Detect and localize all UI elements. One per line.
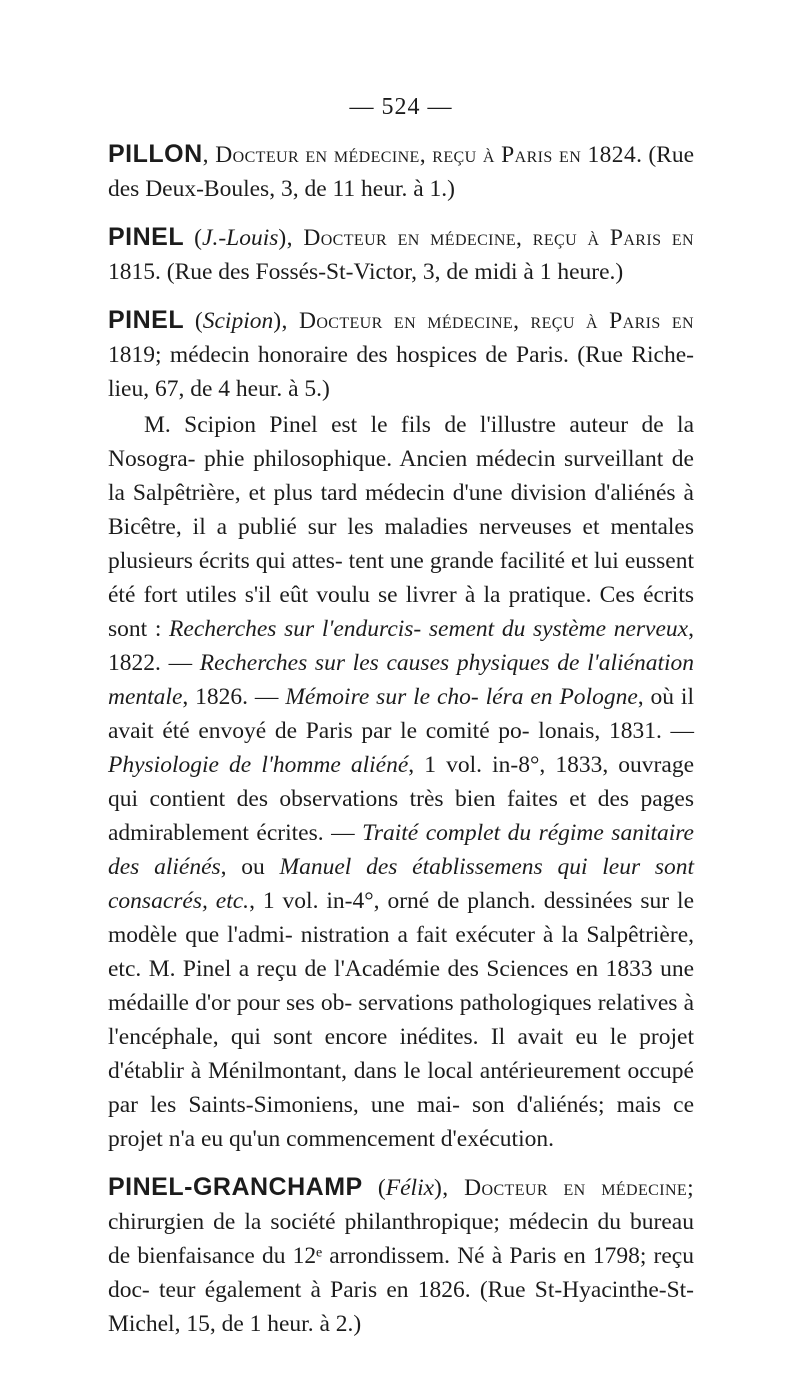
entry-address: chirurgien de la société philanthropique; médecin du bureau de bienfaisance du 12ᵉ arrondissem. Né à Paris en 1798; reçu doc- teur également à Paris en 1826. (Rue St-Hyacinthe-St-Michel, 15, de 1 heur. à 2.) [108,1209,694,1337]
work-title: Recherches sur l'endurcis- sement du système nerveux [169,616,689,642]
bio-text: , 1 vol. in-4°, orné de planch. dessinées sur le modèle que l'admi- nistration a fait exécuter à la Salpêtrière, etc. M. Pinel a reçu de l'Académie des Sciences en 1833 une médaille d'or pour ses ob- servations pathologiques relatives à l'encéphale, qui sont encore inédites. Il avait eu le projet d'établir à Ménilmontant, dans le local antérieurement occupé par les Saints-Simoniens, une mai- son d'aliénés; mais ce projet n'a eu qu'un commencement d'exécution. [108,888,695,1152]
entry-address: 1815. (Rue des Fossés-St-Victor, 3, de midi à 1 heure.) [108,259,624,285]
entry-given-name: J.-Louis [202,225,279,251]
work-title: Physiologie de l'homme aliéné [108,752,409,778]
bio-text: M. Scipion Pinel est le fils de l'illustre auteur de la Nosogra- phie philosophique. Ancien médecin surveillant de la Salpêtrière, et plus tard médecin d'une division d'aliénés à Bicêtre, il a publié sur les maladies nerveuses et mentales plusieurs écrits qui attes- tent une grande facilité et lui eussent été fort utiles s'il eût voulu se livrer à la pratique. Ces écrits sont : [108,412,694,642]
page-number: — 524 — [349,94,453,120]
entry-title: ), Docteur en médecine, reçu à Paris en [273,308,694,334]
work-title: Mémoire sur le cho- léra en Pologne [285,684,638,710]
entry-name: PINEL [108,306,185,334]
entry-given-name: Félix [385,1175,435,1201]
entry-title: ), Docteur en médecine, reçu à Paris en [278,225,694,251]
entry-header: PINEL-GRANCHAMP (Félix), Docteur en médecine; chirurgien de la société philanthropique; médecin du bureau de bienfaisance du 12ᵉ arrondissem. Né à Paris en 1798; reçu doc- teur également à Paris en 1826. (Rue St-Hyacinthe-St-Michel, 15, de 1 heur. à 2.) [108,1173,695,1337]
work-title: Traité complet du régime sanitaire des aliénés [108,820,694,880]
entry-header [108,137,694,206]
bio-text: , où il avait été envoyé de Paris par le comité po- lonais, 1831. — [108,684,694,744]
entry-name: PILLON [108,140,203,168]
entry-header: PINEL (J.-Louis), Docteur en médecine, reçu à Paris en 1815. (Rue des Fossés-St-Victor, 3, de midi à 1 heure.) [108,223,694,285]
entry-address: 1819; médecin honoraire des hospices de Paris. (Rue Riche- lieu, 67, de 4 heur. à 5.) [108,342,694,402]
entry-title: , Docteur en médecine, reçu à Paris en 1824. [202,142,643,168]
entry-pinel-scipion [108,303,694,1156]
bio-text: , 1 vol. in-8°, 1833, ouvrage qui contient des observations très bien faites et des pages admirablement écrites. — [108,752,694,846]
entry-pinel-jlouis [108,220,694,289]
entry-name: PINEL [108,223,185,251]
entry-header: PINEL (Scipion), Docteur en médecine, reçu à Paris en 1819; médecin honoraire des hospices de Paris. (Rue Riche- lieu, 67, de 4 heur. à 5.) [108,306,694,402]
work-title: Manuel des établissemens qui leur sont consacrés, etc. [108,854,695,914]
entry-title: ), Docteur en médecine; [434,1175,695,1201]
bio-text: , 1822. — [108,616,694,676]
entry-pinel-granchamp [108,1170,694,1341]
entry-biography [108,408,694,1156]
bio-text: , ou [220,854,280,880]
entry-name: PINEL-GRANCHAMP [108,1173,363,1201]
entry-given-name: Scipion [202,308,274,334]
bio-text: , 1826. — [182,684,286,710]
entry-address: (Rue des Deux-Boules, 3, de 11 heur. à 1.) [108,142,694,202]
work-title: Recherches sur les causes physiques de l'aliénation mentale [108,650,694,710]
entry-pillon [108,137,694,206]
